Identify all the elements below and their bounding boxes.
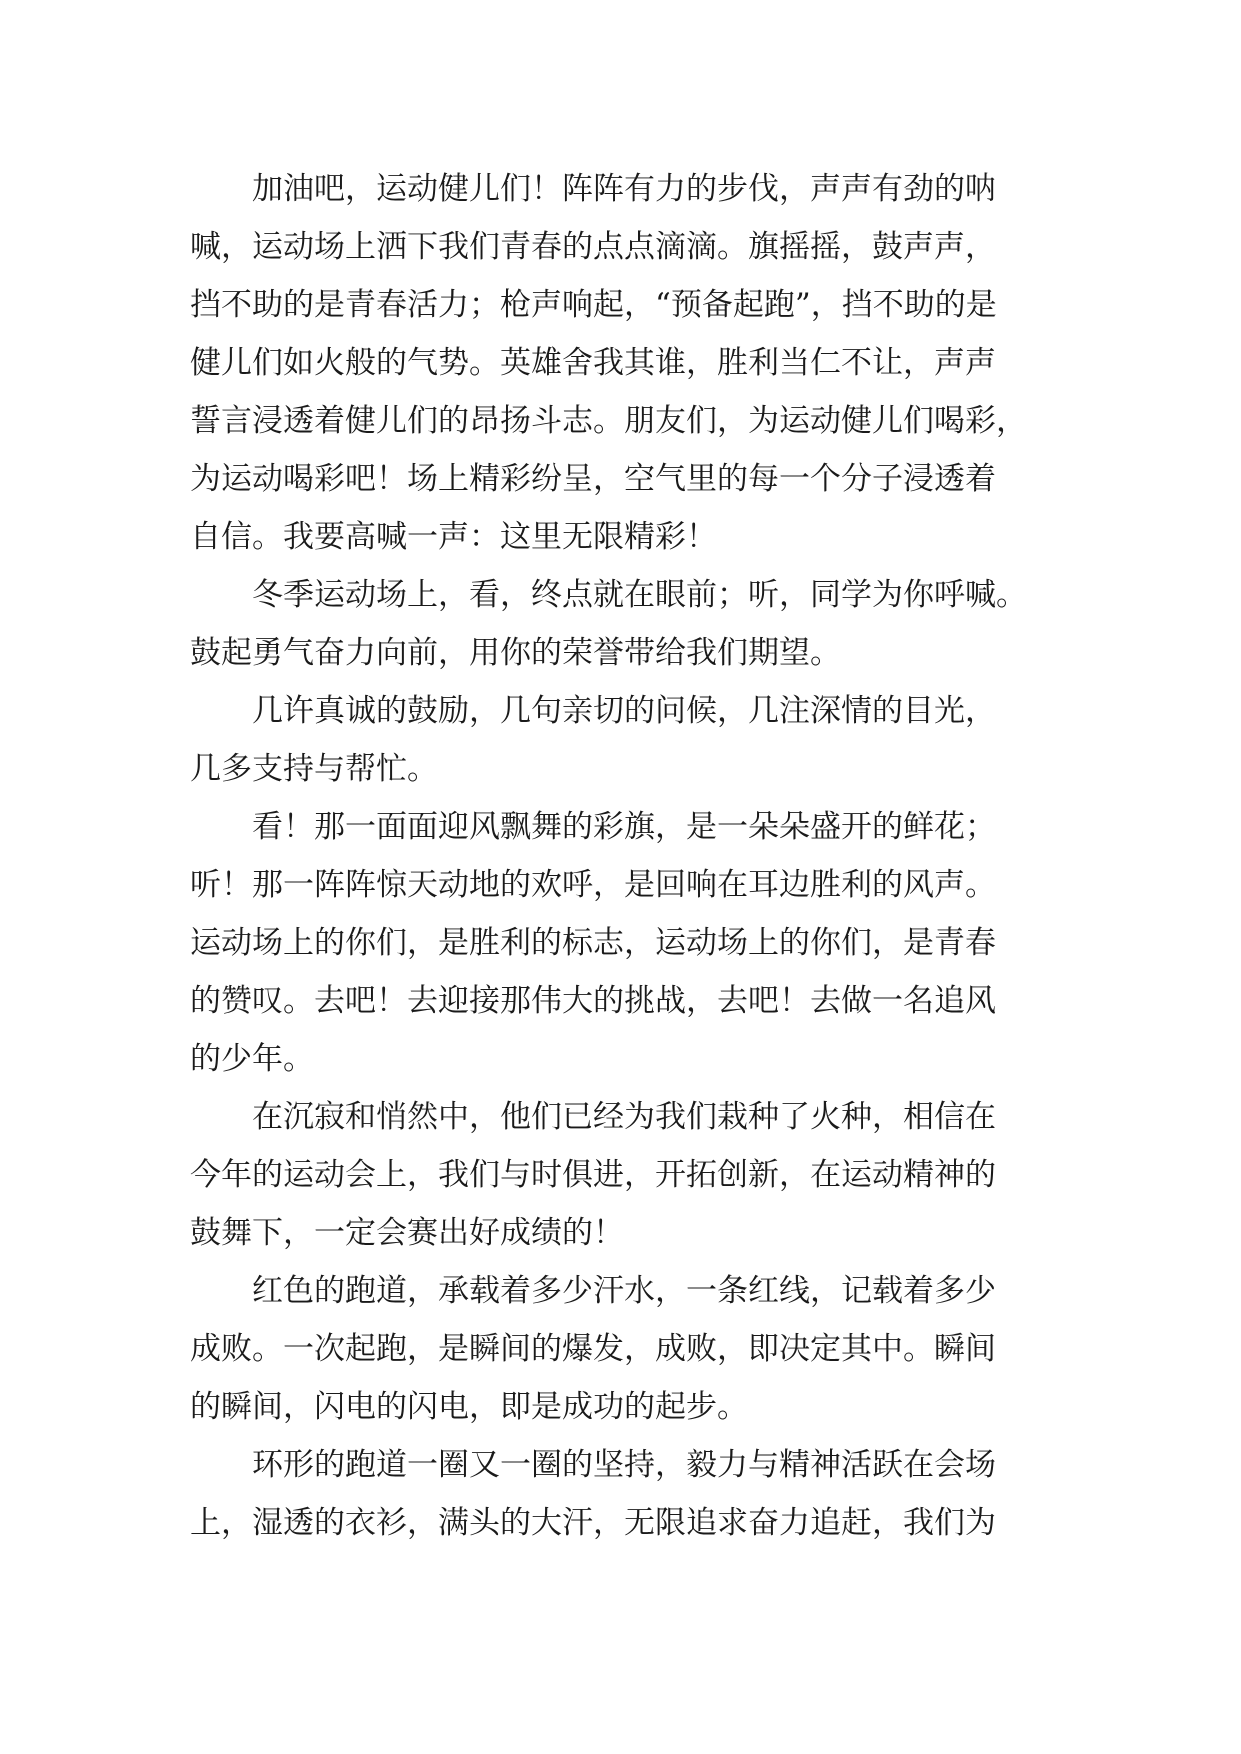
paragraph-3 bbox=[190, 682, 1060, 798]
text-line: 成败。一次起跑，是瞬间的爆发，成败，即决定其中。瞬间 bbox=[190, 1331, 996, 1367]
text-line: 的少年。 bbox=[190, 1041, 314, 1077]
text-line: 鼓起勇气奋力向前，用你的荣誉带给我们期望。 bbox=[190, 635, 841, 671]
text-line: 几许真诚的鼓励，几句亲切的问候，几注深情的目光， bbox=[252, 693, 996, 729]
text-line: 为运动喝彩吧！场上精彩纷呈，空气里的每一个分子浸透着 bbox=[190, 461, 996, 497]
text-line: 环形的跑道一圈又一圈的坚持，毅力与精神活跃在会场 bbox=[252, 1447, 996, 1483]
text-line: 鼓舞下，一定会赛出好成绩的！ bbox=[190, 1215, 624, 1251]
paragraph-7 bbox=[190, 1436, 1060, 1552]
paragraph-6 bbox=[190, 1262, 1060, 1436]
paragraph-5 bbox=[190, 1088, 1060, 1262]
text-line: 运动场上的你们，是胜利的标志，运动场上的你们，是青春 bbox=[190, 925, 996, 961]
paragraph-1 bbox=[190, 160, 1060, 566]
text-line: 健儿们如火般的气势。英雄舍我其谁，胜利当仁不让，声声 bbox=[190, 345, 996, 381]
text-line: 自信。我要高喊一声：这里无限精彩！ bbox=[190, 519, 717, 555]
text-line: 听！那一阵阵惊天动地的欢呼，是回响在耳边胜利的风声。 bbox=[190, 867, 996, 903]
paragraph-2 bbox=[190, 566, 1060, 682]
text-line: 的瞬间，闪电的闪电，即是成功的起步。 bbox=[190, 1389, 748, 1425]
text-line: 看！那一面面迎风飘舞的彩旗，是一朵朵盛开的鲜花； bbox=[252, 809, 996, 845]
text-line: 上，湿透的衣衫，满头的大汗，无限追求奋力追赶，我们为 bbox=[190, 1505, 996, 1541]
text-line: 今年的运动会上，我们与时俱进，开拓创新，在运动精神的 bbox=[190, 1157, 996, 1193]
text-line: 加油吧，运动健儿们！阵阵有力的步伐，声声有劲的呐 bbox=[252, 171, 996, 207]
text-line: 冬季运动场上，看，终点就在眼前；听，同学为你呼喊。 bbox=[252, 577, 1027, 613]
text-line: 的赞叹。去吧！去迎接那伟大的挑战，去吧！去做一名追风 bbox=[190, 983, 996, 1019]
text-line: 誓言浸透着健儿们的昂扬斗志。朋友们，为运动健儿们喝彩， bbox=[190, 403, 1027, 439]
text-line: 在沉寂和悄然中，他们已经为我们栽种了火种，相信在 bbox=[252, 1099, 996, 1135]
text-line: 挡不助的是青春活力；枪声响起，“预备起跑”，挡不助的是 bbox=[190, 287, 997, 323]
text-line: 红色的跑道，承载着多少汗水，一条红线，记载着多少 bbox=[252, 1273, 996, 1309]
document-body bbox=[190, 160, 1060, 1552]
paragraph-4 bbox=[190, 798, 1060, 1088]
text-line: 喊，运动场上洒下我们青春的点点滴滴。旗摇摇，鼓声声， bbox=[190, 229, 996, 265]
text-line: 几多支持与帮忙。 bbox=[190, 751, 438, 787]
